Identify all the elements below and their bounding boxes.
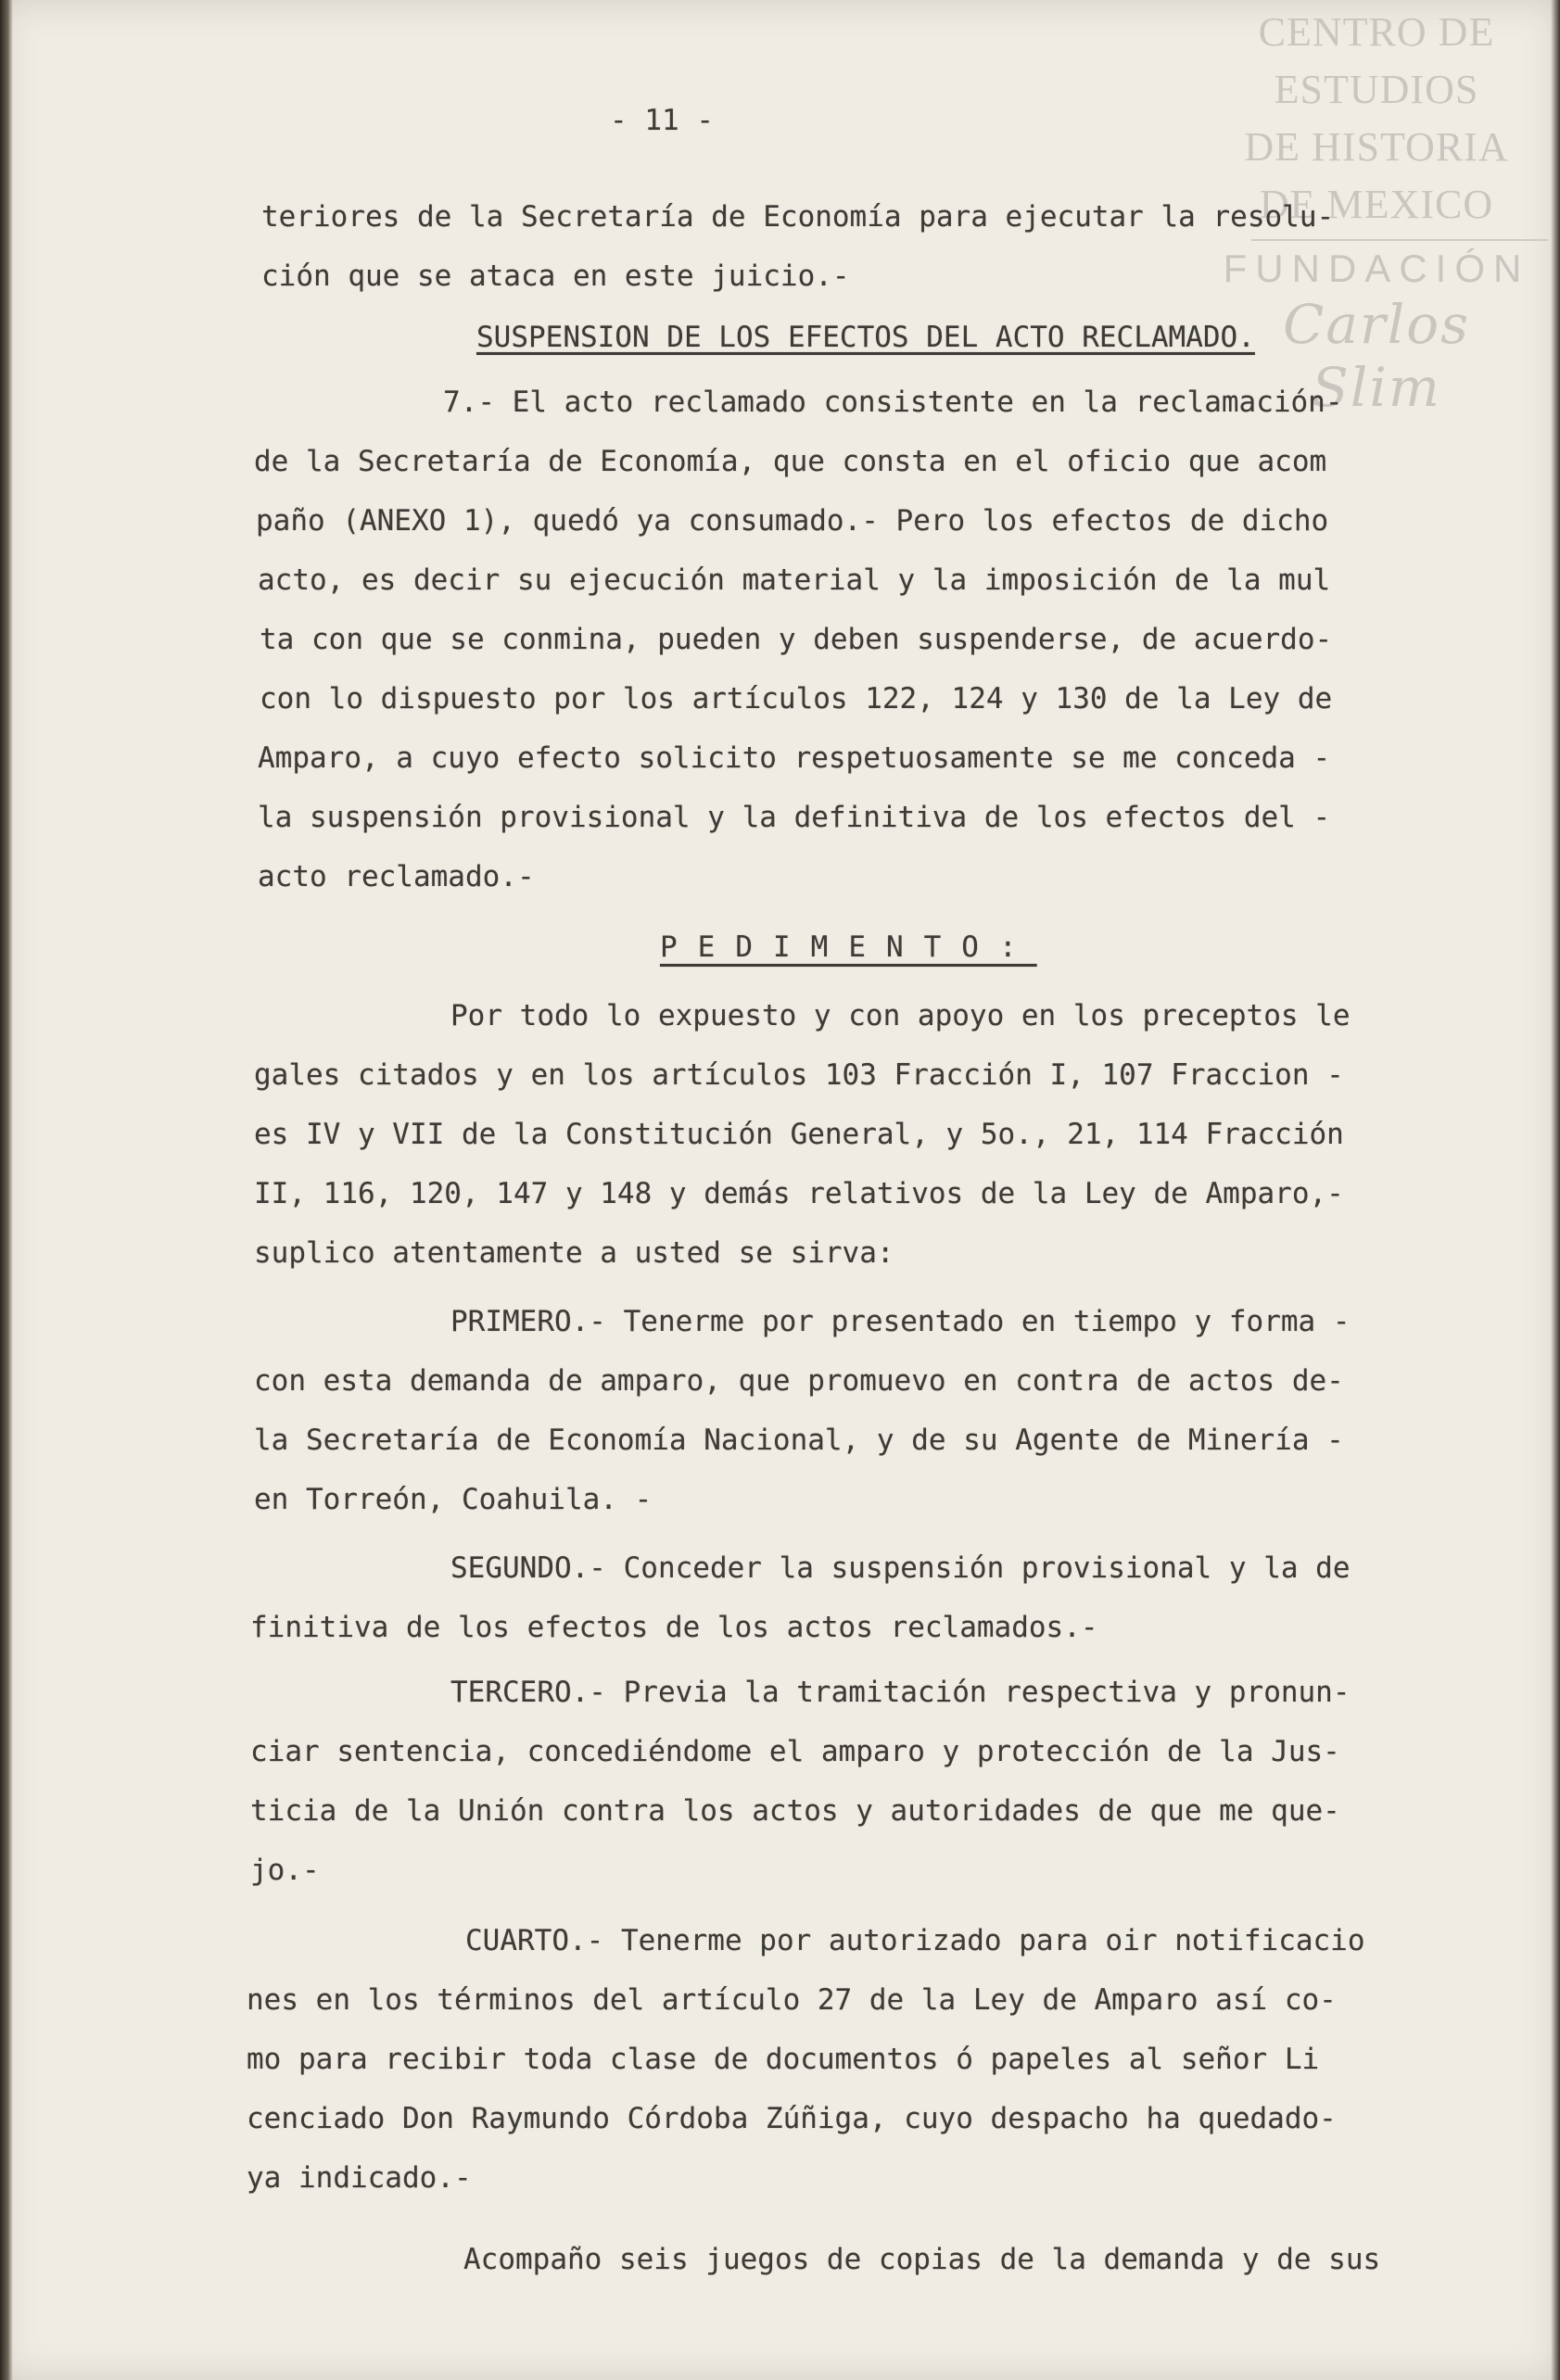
text-line: Amparo, a cuyo efecto solicito respetuosamente se me conceda - [258,741,1331,775]
binding-edge [0,0,13,2380]
text-line: nes en los términos del artículo 27 de la Ley de Amparo así co- [247,1983,1337,2017]
watermark-line: ESTUDIOS [1274,67,1479,112]
watermark-signature: Carlos Slim [1283,293,1470,419]
text-line: SEGUNDO.- Conceder la suspensión provisional y la de [450,1551,1351,1585]
text-line: Acompaño seis juegos de copias de la demanda y de sus [463,2243,1381,2276]
text-line: ción que se ataca en este juicio.- [261,260,850,293]
text-line: 7.- El acto reclamado consistente en la reclamación- [443,386,1343,419]
page-number: - 11 - [610,104,714,137]
section-heading: PEDIMENTO: [660,930,1037,964]
text-line: CUARTO.- Tenerme por autorizado para oir notificacio [465,1924,1365,1957]
text-line: finitiva de los efectos de los actos reclamados.- [250,1611,1098,1644]
text-line: acto, es decir su ejecución material y la imposición de la mul [258,563,1331,597]
text-line: ta con que se conmina, pueden y deben suspenderse, de acuerdo- [260,623,1333,656]
text-line: gales citados y en los artículos 103 Fracción I, 107 Fraccion - [254,1058,1344,1092]
watermark-divider [1251,239,1548,241]
text-line: II, 116, 120, 147 y 148 y demás relativos de la Ley de Amparo,- [254,1177,1344,1210]
text-line: Por todo lo expuesto y con apoyo en los preceptos le [450,999,1351,1032]
text-line: paño (ANEXO 1), quedó ya consumado.- Pero los efectos de dicho [256,504,1329,538]
text-line: con lo dispuesto por los artículos 122, 124 y 130 de la Ley de [260,682,1333,715]
text-line: ya indicado.- [247,2161,472,2195]
text-line: en Torreón, Coahuila. - [254,1483,653,1516]
watermark-line: DE HISTORIA [1244,124,1509,170]
watermark-foundation: FUNDACIÓN [1223,247,1530,290]
text-line: suplico atentamente a usted se sirva: [254,1236,894,1270]
text-line: jo.- [250,1854,320,1887]
text-line: ticia de la Unión contra los actos y autoridades de que me que- [250,1794,1340,1828]
text-line: la suspensión provisional y la definitiva de los efectos del - [258,801,1331,834]
watermark-line: DE MEXICO [1259,182,1494,227]
text-line: PRIMERO.- Tenerme por presentado en tiempo y forma - [450,1305,1351,1338]
section-heading: SUSPENSION DE LOS EFECTOS DEL ACTO RECLAMADO. [476,321,1255,354]
text-line: con esta demanda de amparo, que promuevo en contra de actos de- [254,1364,1344,1398]
text-line: es IV y VII de la Constitución General, y 5o., 21, 114 Fracción [254,1118,1344,1151]
text-line: cenciado Don Raymundo Córdoba Zúñiga, cuyo despacho ha quedado- [247,2102,1337,2135]
watermark-line: CENTRO DE [1258,9,1495,55]
text-line: TERCERO.- Previa la tramitación respectiva y pronun- [450,1676,1351,1709]
text-line: de la Secretaría de Economía, que consta en el oficio que acom [254,445,1327,478]
text-line: la Secretaría de Economía Nacional, y de su Agente de Minería - [254,1424,1344,1457]
text-line: ciar sentencia, concediéndome el amparo y protección de la Jus- [250,1735,1340,1768]
text-line: mo para recibir toda clase de documentos ó papeles al señor Li [247,2043,1320,2076]
text-line: teriores de la Secretaría de Economía para ejecutar la resolu- [261,200,1335,234]
text-line: acto reclamado.- [258,860,535,893]
